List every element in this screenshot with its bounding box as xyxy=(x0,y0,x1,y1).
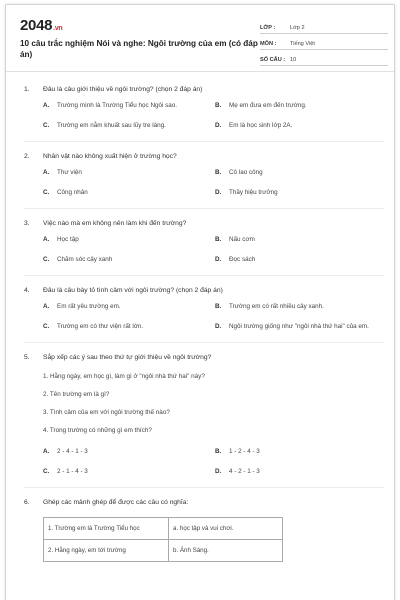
question-heading xyxy=(24,219,384,228)
option-text: Học tập xyxy=(57,236,79,243)
option-text: Em là học sinh lớp 2A. xyxy=(229,122,293,129)
worksheet-header xyxy=(6,5,394,71)
question-2 xyxy=(24,152,384,209)
option-b[interactable] xyxy=(215,236,387,244)
option-a[interactable] xyxy=(43,236,215,244)
option-d[interactable] xyxy=(215,256,387,264)
logo-main-text: 2048 xyxy=(20,17,53,34)
table-cell: a. học tập và vui chơi. xyxy=(169,518,283,540)
option-letter: A. xyxy=(43,169,50,176)
option-b[interactable] xyxy=(215,448,387,456)
question-separator xyxy=(24,275,384,276)
question-separator xyxy=(24,342,384,343)
header-divider xyxy=(6,71,394,72)
logo-suffix-text: .vn xyxy=(53,25,63,32)
option-text: Em rất yêu trường em. xyxy=(57,303,121,310)
ordering-item: 3. Tình cảm của em với ngôi trường thế nào? xyxy=(43,409,170,416)
option-text: 2 - 4 - 1 - 3 xyxy=(57,448,88,455)
question-heading xyxy=(24,286,384,295)
option-letter: A. xyxy=(43,236,50,243)
option-letter: D. xyxy=(215,468,222,475)
option-text: Thầy hiệu trưởng xyxy=(229,189,278,196)
question-heading xyxy=(24,152,384,161)
answer-options xyxy=(43,102,384,130)
meta-value: Tiếng Việt xyxy=(290,41,315,47)
option-text: Cô lao công xyxy=(229,169,263,176)
option-text: 1 - 2 - 4 - 3 xyxy=(229,448,260,455)
ordering-item: 1. Hằng ngày, em học gì, làm gì ở "ngôi nhà thứ hai" này? xyxy=(43,373,205,380)
option-text: Trường em có rất nhiều cây xanh. xyxy=(229,303,324,310)
meta-value: 10 xyxy=(290,57,297,63)
option-text: 2 - 1 - 4 - 3 xyxy=(57,468,88,475)
option-text: Chăm sóc cây xanh xyxy=(57,256,113,263)
meta-row-grade xyxy=(260,18,388,34)
question-heading xyxy=(24,353,384,362)
question-number: 4. xyxy=(24,287,30,294)
question-separator xyxy=(24,487,384,488)
option-c[interactable] xyxy=(43,189,215,197)
option-c[interactable] xyxy=(43,468,215,476)
table-row xyxy=(44,540,283,562)
question-separator xyxy=(24,208,384,209)
option-d[interactable] xyxy=(215,468,387,476)
option-letter: D. xyxy=(215,189,222,196)
option-c[interactable] xyxy=(43,323,215,331)
option-b[interactable] xyxy=(215,303,387,311)
option-d[interactable] xyxy=(215,323,387,331)
option-text: Ngôi trường giống như "ngôi nhà thứ hai" của em. xyxy=(229,323,369,330)
option-b[interactable] xyxy=(215,169,387,177)
table-row xyxy=(44,518,283,540)
meta-label: MÔN : xyxy=(260,41,277,47)
question-text: Ghép các mảnh ghép để được các câu có nghĩa: xyxy=(43,499,189,506)
option-text: 4 - 2 - 1 - 3 xyxy=(229,468,260,475)
question-text: Nhân vật nào không xuất hiện ở trường học? xyxy=(43,153,177,160)
question-heading xyxy=(24,498,384,507)
answer-options xyxy=(43,303,384,331)
question-number: 2. xyxy=(24,153,30,160)
option-c[interactable] xyxy=(43,122,215,130)
option-text: Mẹ em đưa em đến trường. xyxy=(229,102,307,109)
option-text: Trường em nằm khuất sau lũy tre làng. xyxy=(57,122,166,129)
answer-options xyxy=(43,236,384,264)
option-d[interactable] xyxy=(215,122,387,130)
table-cell: 1. Trường em là Trường Tiểu học xyxy=(44,518,169,540)
option-b[interactable] xyxy=(215,102,387,110)
option-letter: C. xyxy=(43,323,50,330)
matching-table xyxy=(43,517,283,562)
question-number: 5. xyxy=(24,354,30,361)
option-text: Thư viện xyxy=(57,169,82,176)
meta-row-subject xyxy=(260,34,388,50)
option-letter: B. xyxy=(215,169,222,176)
option-letter: A. xyxy=(43,102,50,109)
question-6 xyxy=(24,498,384,562)
option-letter: D. xyxy=(215,323,222,330)
question-3 xyxy=(24,219,384,276)
option-a[interactable] xyxy=(43,448,215,456)
question-text: Việc nào mà em không nên làm khi đến trường? xyxy=(43,220,187,227)
option-letter: B. xyxy=(215,303,222,310)
question-text: Sắp xếp các ý sau theo thứ tự giới thiệu về ngôi trường? xyxy=(43,354,212,361)
option-letter: C. xyxy=(43,256,50,263)
option-text: Trường em có thư viện rất lớn. xyxy=(57,323,144,330)
option-text: Nấu cơm xyxy=(229,236,255,243)
option-letter: A. xyxy=(43,448,50,455)
option-text: Đọc sách xyxy=(229,256,256,263)
table-cell: 2. Hằng ngày, em tới trường xyxy=(44,540,169,562)
question-list xyxy=(6,85,394,562)
option-text: Công nhân xyxy=(57,189,88,196)
option-letter: B. xyxy=(215,448,222,455)
site-logo[interactable] xyxy=(20,17,62,34)
meta-label: SỐ CÂU : xyxy=(260,57,286,63)
question-number: 1. xyxy=(24,86,30,93)
ordering-item: 2. Tên trường em là gì? xyxy=(43,391,110,398)
question-1 xyxy=(24,85,384,142)
option-letter: C. xyxy=(43,189,50,196)
meta-value: Lớp 2 xyxy=(290,25,305,31)
question-4 xyxy=(24,286,384,343)
question-number: 6. xyxy=(24,499,30,506)
option-letter: B. xyxy=(215,102,222,109)
option-a[interactable] xyxy=(43,169,215,177)
option-letter: B. xyxy=(215,236,222,243)
meta-label: LỚP : xyxy=(260,25,276,31)
question-text: Đâu là câu bày tỏ tình cảm với ngôi trường? (chọn 2 đáp án) xyxy=(43,287,223,294)
worksheet-title: 10 câu trắc nghiệm Nói và nghe: Ngôi trường của em (có đáp án) xyxy=(20,39,258,59)
option-a[interactable] xyxy=(43,303,215,311)
answer-options xyxy=(43,448,384,476)
table-cell: b. Ánh Sáng. xyxy=(169,540,283,562)
ordering-item: 4. Trong trường có những gì em thích? xyxy=(43,427,152,434)
worksheet-page xyxy=(5,4,395,600)
option-a[interactable] xyxy=(43,102,215,110)
question-separator xyxy=(24,141,384,142)
worksheet-meta xyxy=(260,18,388,66)
question-text: Đâu là câu giới thiệu về ngôi trường? (chọn 2 đáp án) xyxy=(43,86,203,93)
meta-row-count xyxy=(260,50,388,66)
option-letter: A. xyxy=(43,303,50,310)
option-letter: D. xyxy=(215,122,222,129)
option-d[interactable] xyxy=(215,189,387,197)
question-5 xyxy=(24,353,384,488)
option-letter: D. xyxy=(215,256,222,263)
option-text: Trường mình là Trường Tiểu học Ngôi sao. xyxy=(57,102,178,109)
question-heading xyxy=(24,85,384,94)
option-letter: C. xyxy=(43,122,50,129)
option-c[interactable] xyxy=(43,256,215,264)
question-number: 3. xyxy=(24,220,30,227)
option-letter: C. xyxy=(43,468,50,475)
answer-options xyxy=(43,169,384,197)
